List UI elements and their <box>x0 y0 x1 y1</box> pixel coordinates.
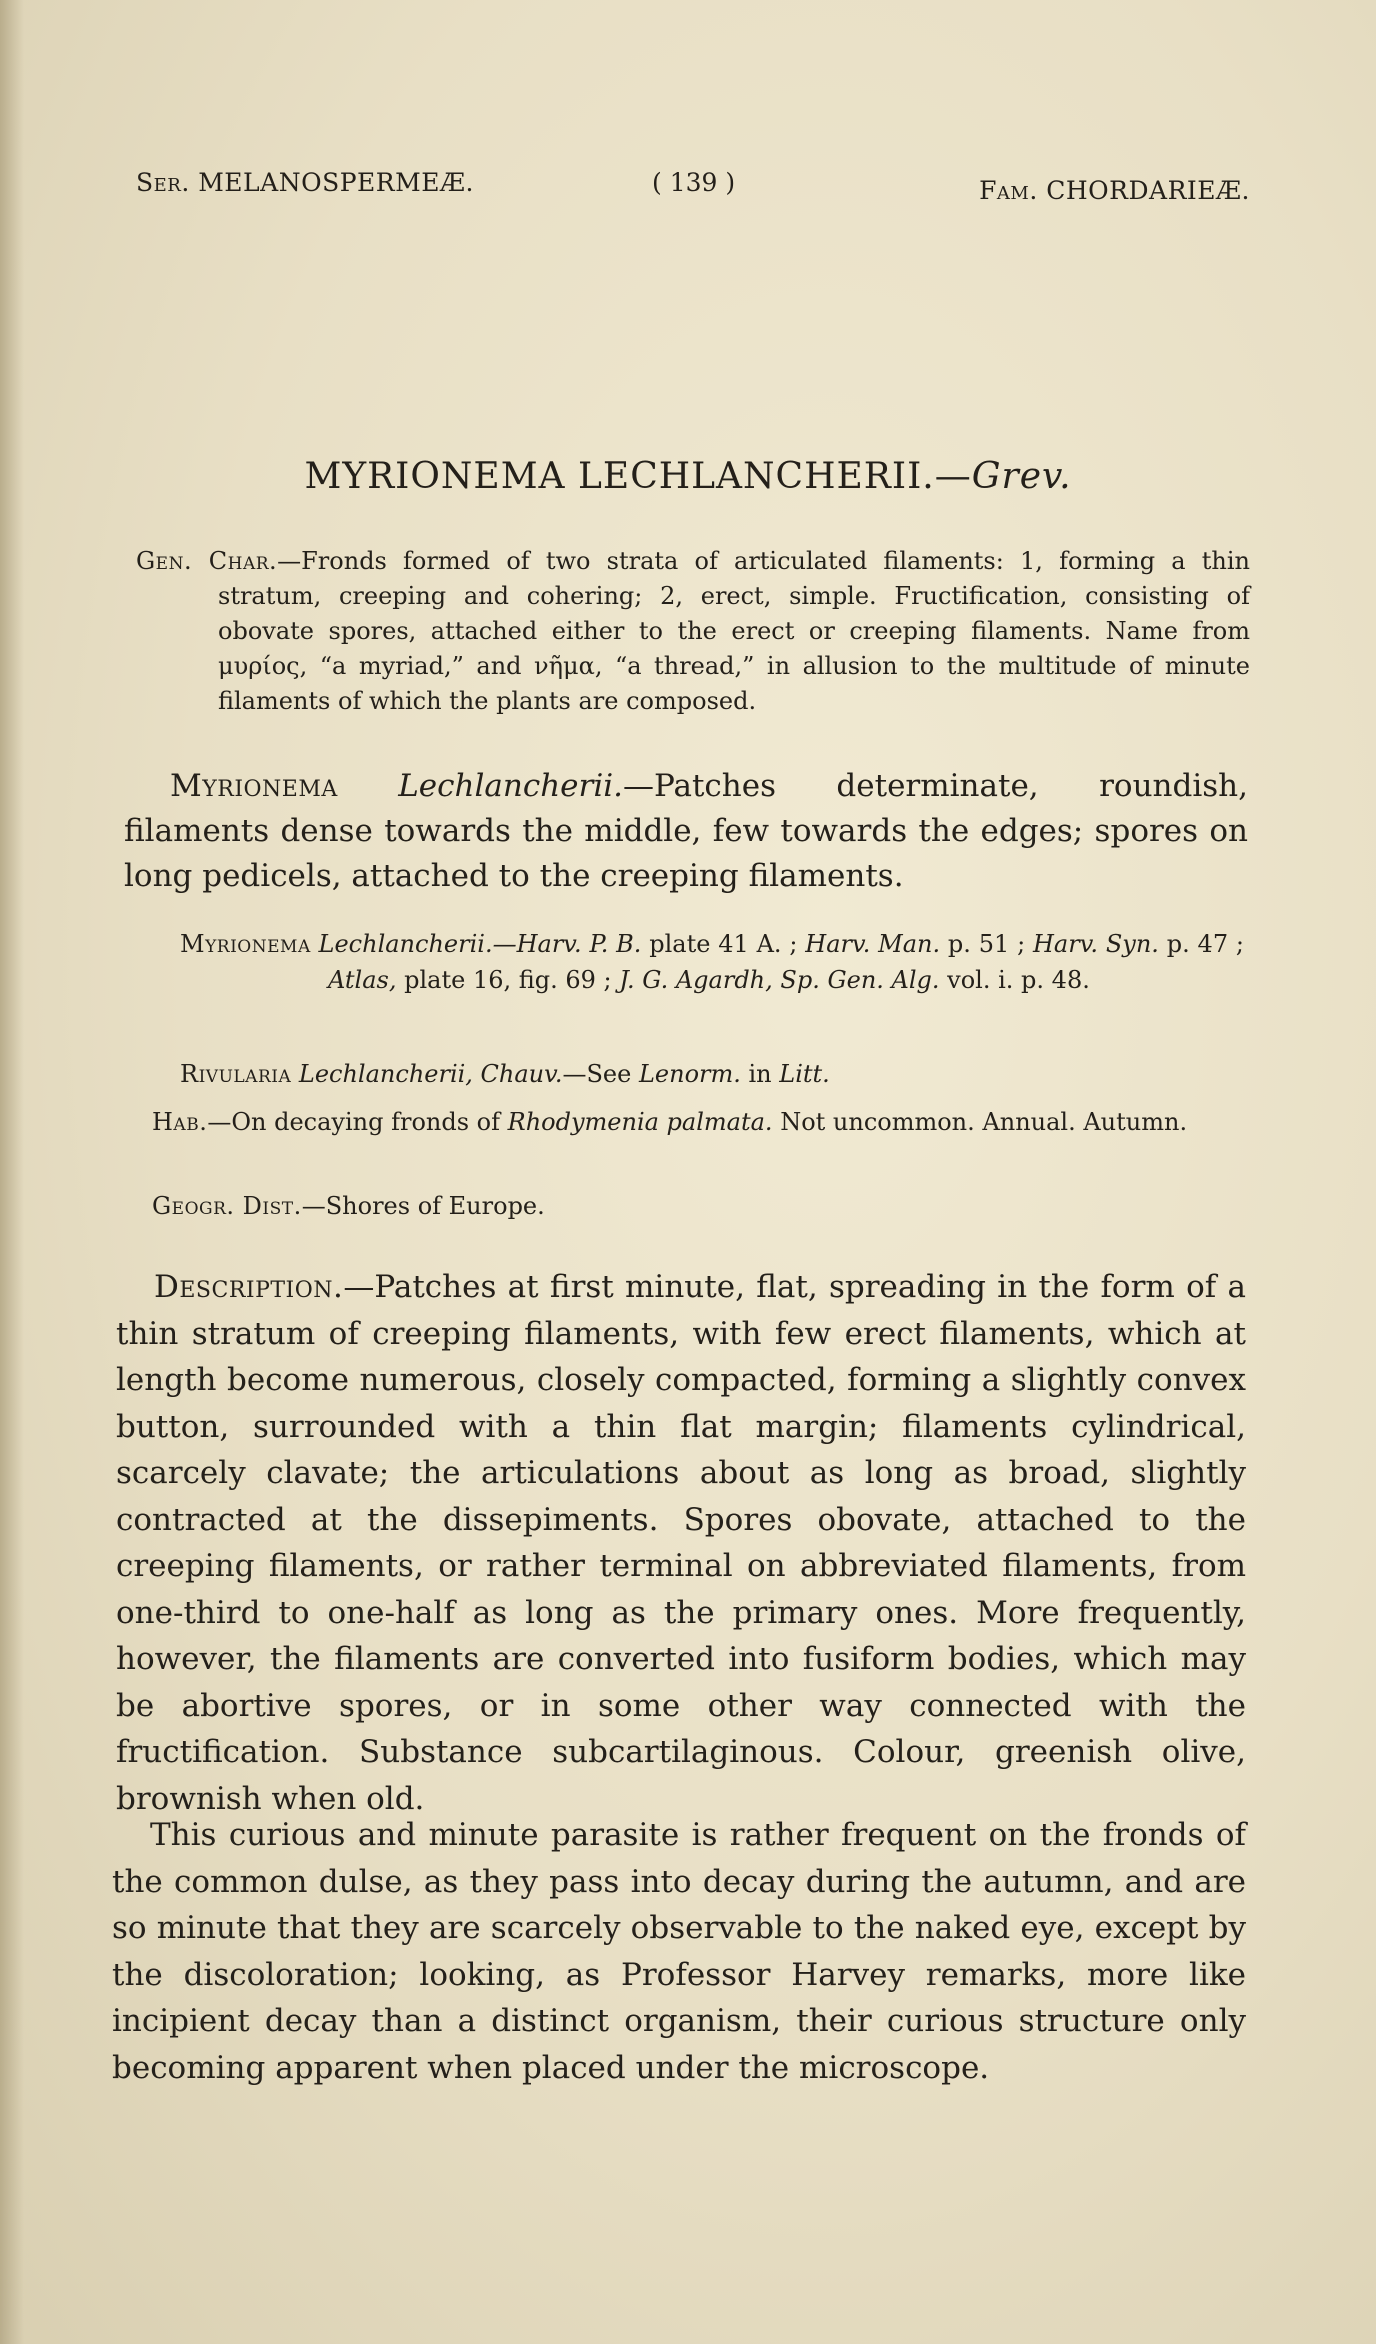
synonym-ref-3: Harv. Syn. <box>1032 930 1159 958</box>
habitat-text-2: Not uncommon. Annual. Autumn. <box>772 1108 1188 1136</box>
generic-character <box>136 544 1250 719</box>
synonym-ref-1: —Harv. P. B. <box>492 930 642 958</box>
geographic-distribution-label: Geogr. Dist. <box>152 1192 302 1220</box>
species-genus: Myrionema <box>170 768 338 804</box>
rivularia-genus: Rivularia <box>180 1060 292 1088</box>
generic-character-label: Gen. Char. <box>136 547 278 575</box>
species-title-author: Grev. <box>971 456 1072 497</box>
page-number: ( 139 ) <box>652 168 736 197</box>
rivularia-text-2: in <box>740 1060 780 1088</box>
geographic-distribution-text: —Shores of Europe. <box>301 1192 545 1220</box>
running-head-family: Fam. CHORDARIEÆ. <box>979 176 1250 205</box>
synonym-ref-4: Atlas, <box>328 966 397 994</box>
description <box>116 1264 1246 1822</box>
running-head <box>136 168 1250 208</box>
synonym-text-4: plate 16, fig. 69 ; <box>396 966 620 994</box>
synonym-text-2: p. 51 ; <box>940 930 1033 958</box>
synonymy <box>180 926 1244 998</box>
rivularia-ref: Lenorm. <box>638 1060 741 1088</box>
remarks-paragraph <box>112 1812 1246 2091</box>
synonym-ref-2: Harv. Man. <box>805 930 941 958</box>
rivularia-ref-2: Litt. <box>779 1060 830 1088</box>
description-text: —Patches at first minute, flat, spreading in the form of a thin stratum of creeping filaments, with few erect filaments, which at length become numerous, closely compacted, forming a slightly convex button, surrounded with a thin flat margin; filaments cylindrical, scarcely clavate; the articulations about as long as broad, slightly contracted at the dissepiments. Spores obovate, attached to the creeping filaments, or rather terminal on abbreviated filaments, from one-third to one-half as long as the primary ones. More frequently, however, the filaments are converted into fusiform bodies, which may be abortive spores, or in some other way connected with the fructification. Substance subcartilaginous. Colour, greenish olive, brownish when old. <box>116 1269 1246 1817</box>
habitat-host: Rhodymenia palmata. <box>507 1108 773 1136</box>
running-head-series: Ser. MELANOSPERMEÆ. <box>136 168 474 197</box>
rivularia-text-1: —See <box>562 1060 639 1088</box>
species-epithet: Lechlancherii. <box>398 768 624 804</box>
synonym-genus: Myrionema <box>180 930 311 958</box>
synonym-epithet: Lechlancherii. <box>318 930 493 958</box>
generic-character-text: —Fronds formed of two strata of articulated filaments: 1, forming a thin stratum, creeping and cohering; 2, erect, simple. Fructification, consisting of obovate spores, attached either to the erect or creeping filaments. Name from μυρίος, “a myriad,” and νῆμα, “a thread,” in allusion to the multitude of minute filaments of which the plants are composed. <box>218 547 1251 715</box>
habitat-label: Hab. <box>152 1108 208 1136</box>
synonym-text-1: plate 41 A. ; <box>641 930 806 958</box>
synonym-text-5: vol. i. p. 48. <box>939 966 1090 994</box>
page-binding-shadow <box>0 0 24 2344</box>
geographic-distribution <box>152 1188 1246 1224</box>
rivularia-epithet: Lechlancherii, Chauv. <box>298 1060 563 1088</box>
description-label: Description. <box>154 1269 344 1305</box>
species-title <box>0 456 1376 497</box>
synonym-text-3: p. 47 ; <box>1158 930 1244 958</box>
remarks-text: This curious and minute parasite is rather frequent on the fronds of the common dulse, as they pass into decay during the autumn, and are so minute that they are scarcely observable to the naked eye, except by the discoloration; looking, as Professor Harvey remarks, more like incipient decay than a distinct organism, their curious structure only becoming apparent when placed under the microscope. <box>112 1817 1246 2086</box>
habitat <box>128 1104 1246 1140</box>
synonymy-rivularia <box>180 1056 1244 1092</box>
habitat-text-1: —On decaying fronds of <box>207 1108 508 1136</box>
species-diagnosis-text: —Patches determinate, roundish, filaments dense towards the middle, few towards the edges; spores on long pedicels, attached to the creeping filaments. <box>124 768 1248 894</box>
species-diagnosis <box>124 764 1248 899</box>
synonym-ref-5: J. G. Agardh, Sp. Gen. Alg. <box>619 966 940 994</box>
species-title-name: MYRIONEMA LECHLANCHERII.— <box>304 456 972 497</box>
synonymy-myrionema <box>180 926 1244 998</box>
